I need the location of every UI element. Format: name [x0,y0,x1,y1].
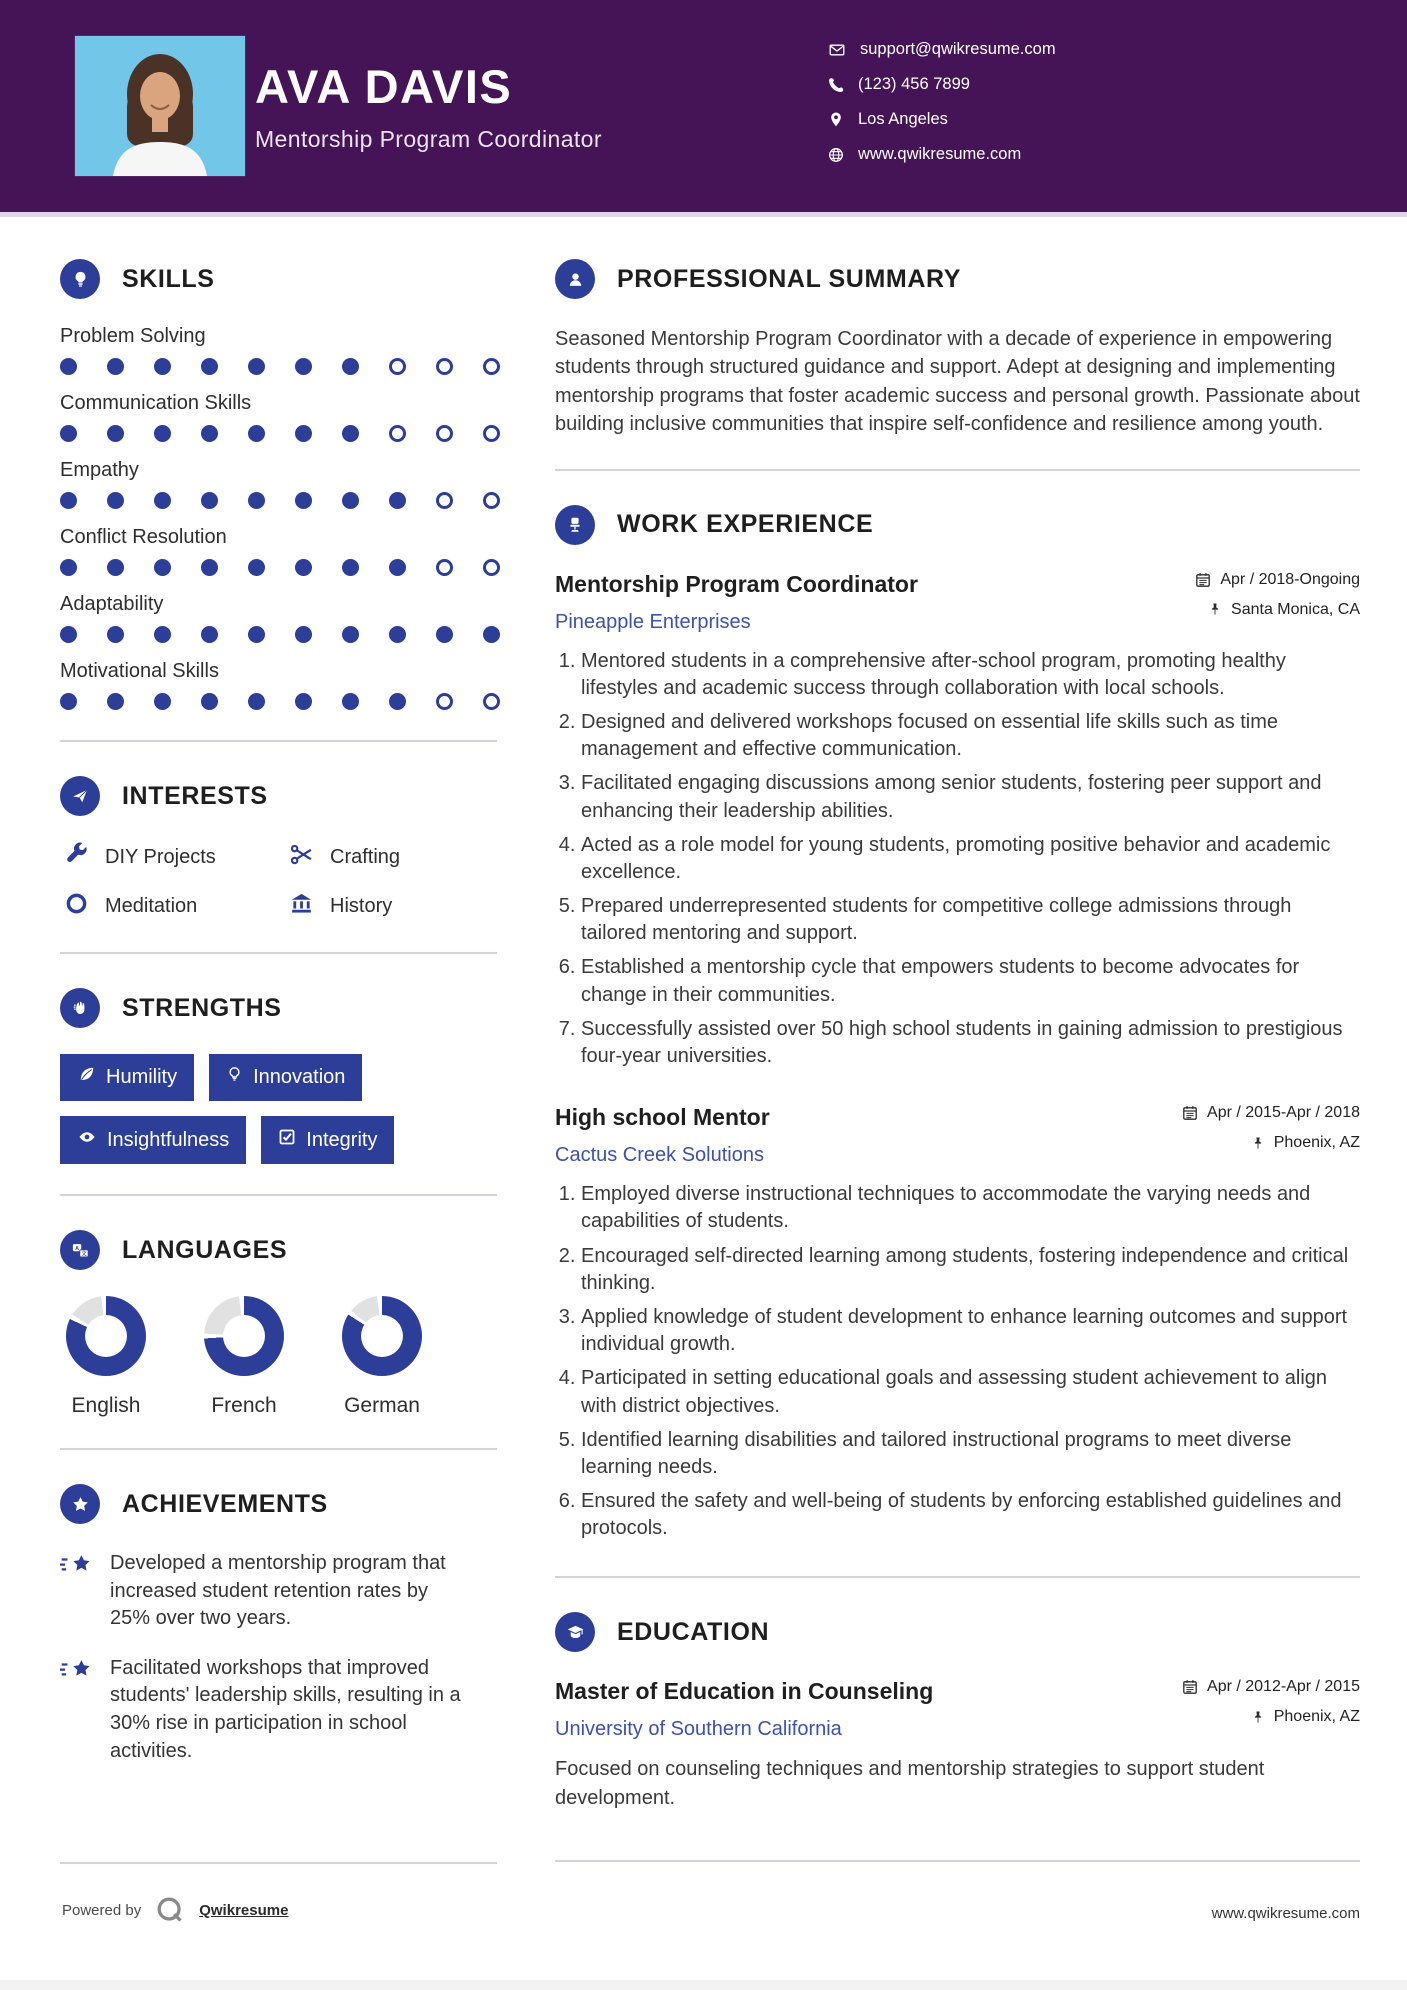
languages-title: LANGUAGES [122,1235,288,1264]
bullet-item: 1. Mentored students in a comprehensive after-school program, promoting healthy lifestyles and academic success through collaboration with local schools. [581,648,1360,702]
envelope-icon [828,42,846,58]
contact-list [828,40,1056,180]
education-description: Focused on counseling techniques and mentorship strategies to support student development. [555,1758,1265,1809]
header [0,0,1407,212]
bullet-item: 5. Prepared underrepresented students for competitive college admissions through tailored mentoring and support. [581,893,1360,947]
degree-name: Master of Education in Counseling [555,1678,934,1705]
footer-website[interactable]: www.qwikresume.com [1211,1905,1360,1922]
skill-level-dot [107,559,124,576]
scissors-icon [289,842,314,873]
skill-level [60,425,497,442]
skill-level-dot [248,626,265,643]
language-label: English [71,1394,141,1417]
skill-level-dot [154,559,171,576]
skill-level-dot [483,492,500,509]
job-title: Mentorship Program Coordinator [255,126,602,152]
divider [60,1862,497,1864]
job-dates: Apr / 2015-Apr / 2018 [1182,1104,1360,1122]
skill-level-dot [389,559,406,576]
donut-hole [85,1315,127,1357]
job-position: Mentorship Program Coordinator [555,570,918,597]
name: AVA DAVIS [255,60,513,113]
achievement-item [60,1550,497,1633]
pushpin-icon [1208,602,1222,617]
language-label: German [344,1394,420,1417]
skill-level-dot [342,693,359,710]
skill-level-dot [389,693,406,710]
donut-hole [361,1315,403,1357]
interest-label: History [330,895,393,917]
interest-label: Meditation [105,895,198,917]
skill-level-dot [295,693,312,710]
skill-level-dot [248,693,265,710]
summary-text: Seasoned Mentorship Program Coordinator with a decade of experience in empowering students through structured guidance and support. Adept at designing and implementing mentorship programs that foster academic success and personal growth. Passionate about building inclusive communities that inspire self-confidence and resilience among youth. [555,328,1360,436]
skill-label: Motivational Skills [60,660,219,682]
phone-icon [828,77,844,93]
contact-website[interactable]: www.qwikresume.com [858,145,1022,163]
leaf-icon [77,1065,96,1090]
star-circle-icon [60,1484,100,1524]
skill-level-dot [248,492,265,509]
skill-level-dot [483,559,500,576]
skill-level-dot [201,693,218,710]
skill-level-dot [248,559,265,576]
skill-level-dot [389,358,406,375]
skill-level-dot [201,492,218,509]
interests-section [60,776,497,922]
strength-badge [209,1054,362,1101]
skill-level-dot [248,425,265,442]
bullet-item: 4. Acted as a role model for young students, promoting positive behavior and academic excellence. [581,832,1360,886]
interest-label: DIY Projects [105,846,216,868]
language-donut-chart [66,1296,146,1376]
skill-level-dot [389,492,406,509]
skill-level-dot [154,358,171,375]
skill-level-dot [342,492,359,509]
divider [60,1448,497,1450]
wrench-icon [64,842,89,873]
shooting-star-icon [60,1657,94,1685]
skill-label: Communication Skills [60,392,252,414]
bullet-item: 5. Identified learning disabilities and tailored instructional programs to meet diverse learning needs. [581,1427,1360,1481]
interest-item [64,842,289,873]
skill-level-dot [201,626,218,643]
globe-icon [828,147,844,163]
strength-label: Insightfulness [107,1128,230,1151]
summary-section [555,259,1360,439]
skill-label: Conflict Resolution [60,526,227,548]
achievement-item [60,1655,497,1765]
skills-title: SKILLS [122,264,215,293]
interest-item [289,842,497,873]
skill-level-dot [60,358,77,375]
bullet-item: 2. Encouraged self-directed learning among students, fostering independence and critical thinking. [581,1243,1360,1297]
checkbox-icon [278,1128,296,1152]
achievements-title: ACHIEVEMENTS [122,1489,328,1518]
svg-text:A: A [74,1245,79,1252]
skill-level-dot [107,626,124,643]
skill-level-dot [107,693,124,710]
skill-level-dot [60,425,77,442]
qwikresume-link[interactable]: Qwikresume [199,1901,289,1919]
skill-level-dot [436,358,453,375]
skill-level-dot [342,358,359,375]
job-bullet-list [559,648,1360,1071]
person-icon [555,259,595,299]
skill-level-dot [295,492,312,509]
strength-label: Humility [106,1066,178,1088]
skill-level-dot [201,559,218,576]
skill-level-dot [154,626,171,643]
identity [255,59,602,153]
interest-item [289,891,497,922]
eye-icon [77,1127,97,1153]
profile-photo [75,36,245,176]
museum-icon [289,891,314,922]
contact-email-row [828,40,1056,59]
summary-title: PROFESSIONAL SUMMARY [617,264,961,293]
skill-level-dot [436,693,453,710]
office-chair-icon [555,505,595,545]
translate-icon [60,1230,100,1270]
bullet-item: 2. Designed and delivered workshops focused on essential life skills such as time management and effective communication. [581,709,1360,763]
skill-level-dot [342,559,359,576]
experience-title: WORK EXPERIENCE [617,510,874,539]
divider [60,1194,497,1196]
skill-label: Adaptability [60,593,164,615]
skill-level-dot [483,358,500,375]
pushpin-icon [1251,1710,1265,1725]
interest-item [64,891,289,922]
skill-level-dot [295,559,312,576]
job-position: High school Mentor [555,1104,770,1131]
skill-level-dot [154,425,171,442]
school-link[interactable]: University of Southern California [555,1718,842,1741]
skill-row [60,459,497,509]
divider [555,1576,1360,1578]
qwikresume-logo-icon [155,1895,185,1925]
job-dates: Apr / 2018-Ongoing [1195,571,1360,589]
skill-level-dot [154,492,171,509]
strengths-section [60,988,497,1164]
experience-section [555,505,1360,1543]
strength-label: Integrity [306,1128,378,1151]
skill-level-dot [60,693,77,710]
skill-row [60,660,497,710]
contact-phone: (123) 456 7899 [858,75,970,93]
sidebar [60,259,497,1846]
paper-plane-icon [60,776,100,816]
skill-level-dot [60,492,77,509]
skills-section [60,259,497,710]
education-section [555,1612,1360,1812]
bullet-item: 6. Ensured the safety and well-being of students by enforcing established guidelines and protocols. [581,1488,1360,1542]
interests-title: INTERESTS [122,781,268,810]
bullet-item: 6. Established a mentorship cycle that empowers students to become advocates for change in their communities. [581,954,1360,1008]
bulb-icon [226,1066,243,1089]
contact-phone-row [828,75,1056,94]
contact-email[interactable]: support@qwikresume.com [860,40,1056,58]
skill-level-dot [107,425,124,442]
job-entry [555,1104,1360,1542]
bullet-item: 4. Participated in setting educational goals and assessing student achievement to align with district objectives. [581,1365,1360,1419]
skill-level-dot [248,358,265,375]
pushpin-icon [1251,1136,1265,1151]
skill-level-dot [483,626,500,643]
powered-by-label: Powered by [62,1901,142,1919]
skill-level [60,626,497,643]
contact-website-row [828,145,1056,164]
skill-level-dot [389,425,406,442]
skill-row [60,593,497,643]
achievements-section [60,1484,497,1765]
skill-label: Problem Solving [60,325,206,347]
skill-level-dot [483,693,500,710]
skill-level-dot [295,626,312,643]
powered-by [62,1895,288,1925]
skill-level-dot [201,425,218,442]
divider [60,952,497,954]
divider [555,1860,1360,1862]
skill-level-dot [389,626,406,643]
skill-level-dot [295,358,312,375]
calendar-icon [1182,1679,1198,1695]
job-company-link[interactable]: Cactus Creek Solutions [555,1144,764,1167]
skill-level-dot [436,626,453,643]
interest-label: Crafting [330,846,401,868]
strength-badge [261,1116,394,1164]
job-entry [555,571,1360,1071]
skill-level-dot [483,425,500,442]
bullet-item: 1. Employed diverse instructional techniques to accommodate the varying needs and capabilities of students. [581,1181,1360,1235]
achievement-text: Facilitated workshops that improved students' leadership skills, resulting in a 30% rise in participation in school activities. [110,1656,461,1762]
achievement-text: Developed a mentorship program that increased student retention rates by 25% over two years. [110,1552,446,1630]
skill-row [60,325,497,375]
skill-level-dot [154,693,171,710]
language-donut-chart [342,1296,422,1376]
skill-row [60,526,497,576]
education-entry [555,1678,1360,1812]
graduation-icon [555,1612,595,1652]
language-item [66,1296,146,1418]
skill-level-dot [295,425,312,442]
content-columns [0,217,1407,1846]
bullet-item: 7. Successfully assisted over 50 high school students in gaining admission to prestigious four-year universities. [581,1016,1360,1070]
strength-label: Innovation [253,1066,346,1088]
skill-level-dot [342,626,359,643]
skill-level-dot [201,358,218,375]
skill-level-dot [436,425,453,442]
skill-level-dot [60,626,77,643]
job-location: Phoenix, AZ [1182,1134,1360,1152]
skill-level [60,693,497,710]
skill-level [60,492,497,509]
divider [60,740,497,742]
skill-level-dot [436,559,453,576]
shooting-star-icon [60,1552,94,1580]
fist-icon [60,988,100,1028]
education-location: Phoenix, AZ [1182,1708,1360,1726]
skill-level-dot [436,492,453,509]
donut-hole [223,1315,265,1357]
contact-location: Los Angeles [858,110,948,128]
svg-text:文: 文 [80,1250,87,1257]
skill-label: Empathy [60,459,139,481]
language-item [204,1296,284,1418]
language-label: French [211,1394,277,1417]
language-item [342,1296,422,1418]
skill-level-dot [107,358,124,375]
lightbulb-icon [60,259,100,299]
strengths-title: STRENGTHS [122,993,282,1022]
skill-level-dot [107,492,124,509]
skill-row [60,392,497,442]
page-bottom-edge [0,1980,1407,1990]
calendar-icon [1195,572,1211,588]
circle-icon [64,891,89,922]
education-title: EDUCATION [617,1617,770,1646]
education-dates: Apr / 2012-Apr / 2015 [1182,1678,1360,1696]
strength-badge [60,1116,246,1164]
skill-level [60,559,497,576]
contact-location-row [828,110,1056,129]
skill-level [60,358,497,375]
strength-badge [60,1054,194,1101]
location-pin-icon [828,111,844,128]
skill-level-dot [60,559,77,576]
calendar-icon [1182,1105,1198,1121]
bullet-item: 3. Facilitated engaging discussions among senior students, fostering peer support and enhancing their leadership abilities. [581,770,1360,824]
job-company-link[interactable]: Pineapple Enterprises [555,610,751,633]
job-bullet-list [559,1181,1360,1542]
languages-section [60,1230,497,1418]
bullet-item: 3. Applied knowledge of student development to enhance learning outcomes and support individual growth. [581,1304,1360,1358]
skill-level-dot [342,425,359,442]
main-content [555,259,1360,1846]
divider [555,469,1360,471]
language-donut-chart [204,1296,284,1376]
job-location: Santa Monica, CA [1195,601,1360,619]
